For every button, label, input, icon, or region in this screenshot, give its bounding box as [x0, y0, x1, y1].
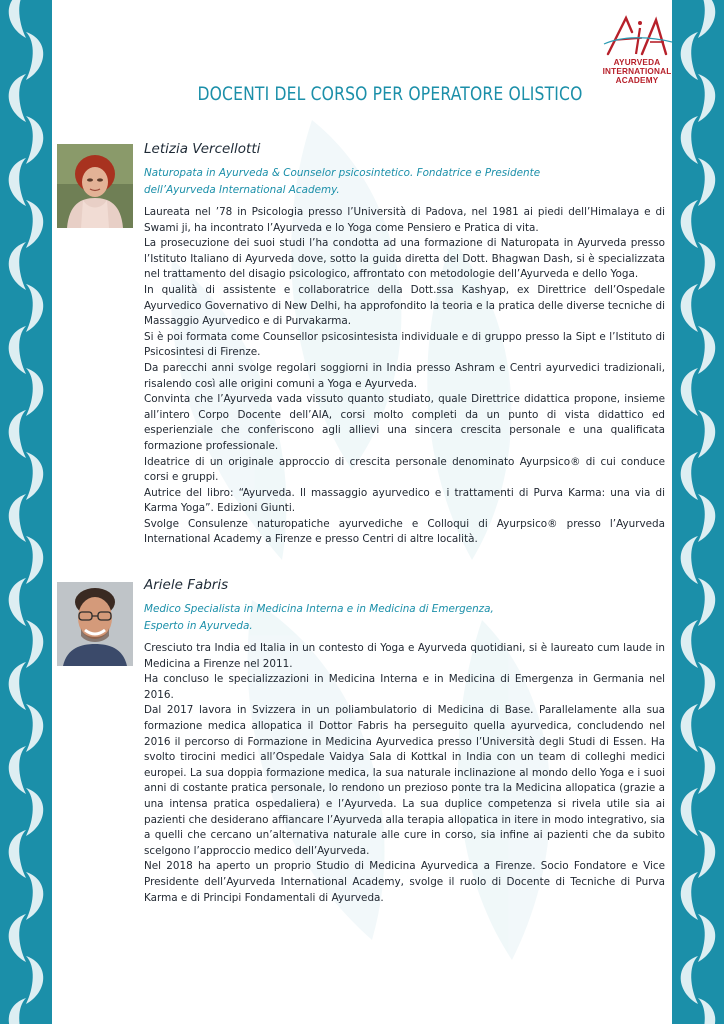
logo-line-1: AYURVEDA — [613, 58, 661, 67]
bio-paragraph: Dal 2017 lavora in Svizzera in un poliambulatorio di Medicina di Base. Parallelamente alla sua formazione medica allopatica il Dottor Fabris ha perseguito quella ayurvedica, concludendo nel 2016 il percorso di Formazione in Medicina Ayurvedica presso l’Università degli Studi di Essen. Ha svolto tirocini medici all’Ospedale Vaidya Sala di Kottkal in India con un team di colleghi medici europei. La sua doppia formazione medica, la sua naturale inclinazione al mondo dello Yoga e i suoi anni di costante pratica personale, lo rendono un prezioso ponte tra la Medicina allopatica (grazie a una intensa pratica ospedaliera) e l’Ayurveda. La sua duplice competenza si rivela utile sia ai pazienti che desiderano affiancare l’Ayurveda alla terapia allopatica in itere in modo integrativo, sia a quelli che cercano un’alternativa naturale alle cure in corso, sia infine ai pazienti che da subito scelgono l’approccio medico dell’Ayurveda. — [144, 704, 665, 857]
leaf-chain-pattern — [672, 0, 724, 1024]
teacher-name: Letizia Vercellotti — [144, 141, 261, 157]
teacher-role-line-1: Medico Specialista in Medicina Interna e in Medicina di Emergenza, — [144, 603, 494, 615]
teacher-role-line-2: Esperto in Ayurveda. — [144, 620, 253, 632]
teacher-bio-letizia — [144, 141, 665, 548]
bio-paragraph: In qualità di assistente e collaboratrice della Dott.ssa Kashyap, ex Direttrice dell’Ospedale Ayurvedico Governativo di New Delhi, ha approfondito la teoria e la pratica delle diverse tecniche di Massaggio Ayurvedico e di Purvakarma. — [144, 283, 665, 328]
teacher-role-line-2: dell’Ayurveda International Academy. — [144, 184, 340, 196]
bio-paragraph: Ideatrice di un originale approccio di crescita personale denominato Ayurpsico® di cui conduce corsi e gruppi. — [144, 455, 665, 484]
teacher-role — [144, 165, 665, 199]
bio-paragraph: Convinta che l’Ayurveda vada vissuto quanto studiato, quale Direttrice didattica propone, insieme all’intero Corpo Docente dell’AIA, corsi molto completi da un punto di vista didattico ed esperienziale che conferiscono agli allievi una sincera crescita personale e una qualificata formazione professionale. — [144, 393, 665, 452]
leaf-chain-pattern — [0, 0, 52, 1024]
teacher-photo-letizia — [57, 144, 133, 228]
teacher-bio-ariele — [144, 577, 665, 906]
teacher-biography — [144, 205, 665, 548]
bio-paragraph: Ha concluso le specializzazioni in Medicina Interna e in Medicina di Emergenza in Germania nel 2016. — [144, 673, 665, 701]
teacher-role-line-1: Naturopata in Ayurveda & Counselor psicosintetico. Fondatrice e Presidente — [144, 167, 541, 179]
bio-paragraph: Autrice del libro: “Ayurveda. Il massaggio ayurvedico e i trattamenti di Purva Karma: una via di Karma Yoga”. Edizioni Giunti. — [144, 486, 665, 515]
bio-paragraph: Si è poi formata come Counsellor psicosintesista individuale e di gruppo presso la Sipt e l’Istituto di Psicosintesi di Firenze. — [144, 330, 665, 359]
bio-paragraph: Svolge Consulenze naturopatiche ayurvediche e Colloqui di Ayurpsico® presso l’Ayurveda International Academy a Firenze e presso Centri di altre località. — [144, 517, 665, 546]
teacher-biography — [144, 641, 665, 906]
teacher-name: Ariele Fabris — [144, 577, 229, 593]
logo-line-3: ACADEMY — [615, 76, 659, 85]
teacher-photo-ariele — [57, 582, 133, 666]
bio-paragraph: La prosecuzione dei suoi studi l’ha condotta ad una formazione di Naturopata in Ayurveda presso l’Istituto Italiano di Ayurveda dove, sotto la guida diretta del Dott. Bhagwan Dash, si è specializzata nel trattamento del disagio psicologico, affrontato con metodologie dell’Ayurveda e dello Yoga. — [144, 237, 665, 281]
page-title: DOCENTI DEL CORSO PER OPERATORE OLISTICO — [197, 83, 583, 105]
ayurveda-academy-logo — [594, 14, 680, 94]
bio-paragraph: Nel 2018 ha aperto un proprio Studio di Medicina Ayurvedica a Firenze. Socio Fondatore e Vice Presidente dell’Ayurveda International Academy, svolge il ruolo di Docente di Tecniche di Purva Karma e di Principi Fondamentali di Ayurveda. — [144, 860, 665, 904]
right-decorative-border — [672, 0, 724, 1024]
aia-logo-mark-icon — [602, 14, 672, 58]
left-decorative-border — [0, 0, 52, 1024]
teacher-role — [144, 601, 665, 635]
bio-paragraph: Cresciuto tra India ed Italia in un contesto di Yoga e Ayurveda quotidiani, si è laureato cum laude in Medicina a Firenze nel 2011. — [144, 642, 665, 670]
bio-paragraph: Da parecchi anni svolge regolari soggiorni in India presso Ashram e Centri ayurvedici tradizionali, risalendo così alle origini comuni a Yoga e Ayurveda. — [144, 361, 665, 390]
bio-paragraph: Laureata nel ’78 in Psicologia presso l’Università di Padova, nel 1981 ai piedi dell’Himalaya e di Swami ji, ha incontrato l’Ayurveda e lo Yoga come Pensiero e Pratica di vita. — [144, 206, 665, 234]
logo-line-2: INTERNATIONAL — [602, 67, 672, 76]
